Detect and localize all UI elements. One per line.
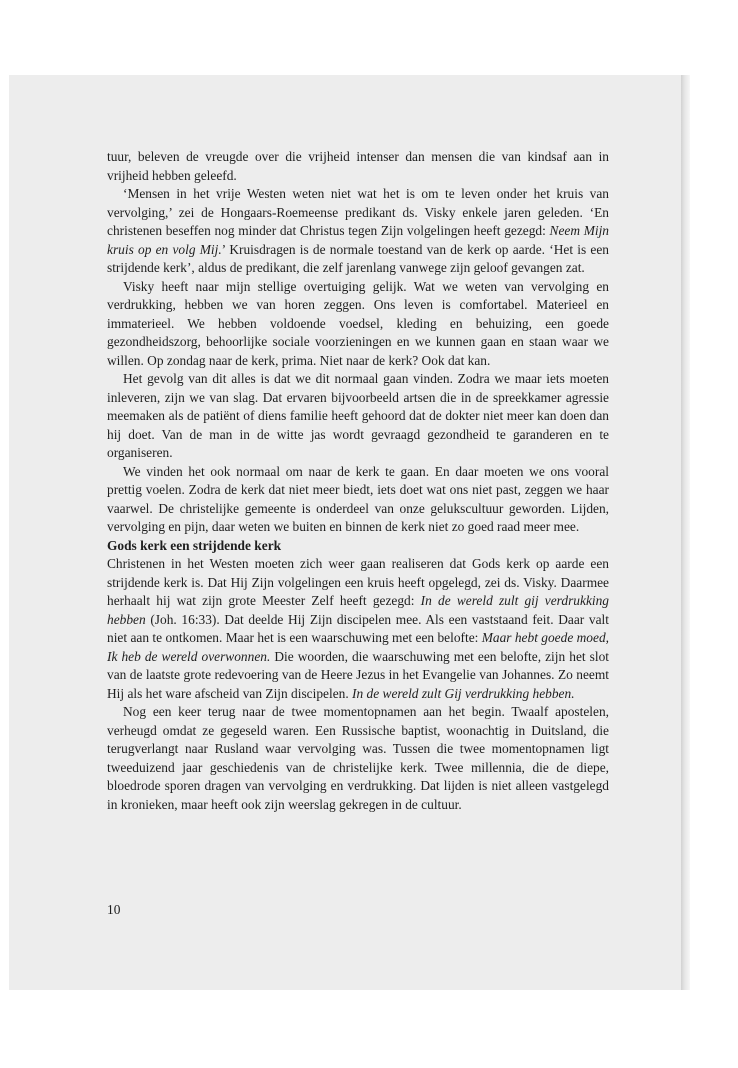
text-run: tuur, beleven de vreugde over die vrijheid intenser dan mensen die van kindsaf aan in vrijheid hebben geleefd. [107, 149, 609, 183]
text-run: ’ Kruisdragen is de normale toestand van de kerk op aarde. ‘Het is een strijdende kerk’, aldus de predikant, die zelf jarenlang vanwege zijn geloof gevangen zat. [107, 241, 609, 275]
page-number: 10 [107, 902, 121, 917]
italic-text-run: Maar hebt goede moed, Ik heb de wereld overwonnen. [107, 630, 609, 664]
paragraph-1 [107, 148, 609, 185]
text-run: Die woorden, die waarschuwing met een belofte, zijn het slot van de laatste grote redevoering van de Heere Jezus in het Evangelie van Johannes. Zo neemt Hij als het ware afscheid van Zijn discipelen. [107, 648, 609, 701]
italic-text-run: Neem Mijn kruis op en volg Mij. [107, 223, 609, 257]
paragraph-4 [107, 370, 609, 463]
italic-text-run: In de wereld zult Gij verdrukking hebben. [352, 685, 575, 701]
paragraph-7 [107, 703, 609, 814]
text-run: Christenen in het Westen moeten zich weer gaan realiseren dat Gods kerk op aarde een strijdende kerk is. Dat Hij Zijn volgelingen een kruis heeft opgelegd, zei ds. Visky. Daarmee herhaalt hij wat zijn grote Meester Zelf heeft gezegd: [107, 556, 609, 608]
text-run: (Joh. 16:33). Dat deelde Hij Zijn discipelen mee. Als een vaststaand feit. Daar valt niet aan te ontkomen. Maar het is een waarschuwing met een belofte: [107, 611, 609, 645]
text-run: Nog een keer terug naar de twee momentopnamen aan het begin. Twaalf apostelen, verheugd omdat ze gegeseld waren. Een Russische baptist, woonachtig in Duitsland, die terugverlangt naar Rusland waar vervolging was. Tussen die twee momentopnamen ligt tweeduizend jaar geschiedenis van de christelijke kerk. Twee millennia, die de diepe, bloedrode sporen dragen van vervolging en verdrukking. Dat lijden is niet alleen vastgelegd in kronieken, maar heeft ook zijn weerslag gekregen in de cultuur. [107, 704, 609, 812]
paragraph-2 [107, 185, 609, 278]
page-edge [681, 75, 690, 990]
paragraph-3 [107, 278, 609, 371]
paragraph-6 [107, 555, 609, 703]
paragraph-5 [107, 463, 609, 537]
text-run: Visky heeft naar mijn stellige overtuiging gelijk. Wat we weten van vervolging en verdrukking, hebben we van horen zeggen. Ons leven is comfortabel. Materieel en immaterieel. We hebben voldoende voedsel, kleding en behuizing, een goede gezondheidszorg, behoorlijke sociale voorzieningen en we kunnen gaan en staan waar we willen. Op zondag naar de kerk, prima. Niet naar de kerk? Ook dat kan. [107, 278, 609, 368]
section-heading: Gods kerk een strijdende kerk [107, 537, 282, 553]
text-run: ‘Mensen in het vrije Westen weten niet wat het is om te leven onder het kruis van vervolging,’ zei de Hongaars-Roemeense predikant ds. Visky enkele jaren geleden. ‘En christenen beseffen nog minder dat Christus tegen Zijn volgelingen heeft gezegd: [107, 186, 609, 238]
text-run: Het gevolg van dit alles is dat we dit normaal gaan vinden. Zodra we maar iets moeten inleveren, zijn we van slag. Dat ervaren bijvoorbeeld artsen die in de spreekkamer agressie meemaken als de patiënt of diens familie heeft gehoord dat de dokter niet meer kan doen dan hij doet. Van de man in de witte jas wordt gevraagd gezondheid te garanderen en te organiseren. [107, 371, 609, 460]
text-run: We vinden het ook normaal om naar de kerk te gaan. En daar moeten we ons vooral prettig voelen. Zodra de kerk dat niet meer biedt, iets doet wat ons niet past, zeggen we haar vaarwel. De christelijke gemeente is onderdeel van onze gelukscultuur geworden. Lijden, vervolging en pijn, daar weten we buiten en binnen de kerk niet zo goed raad meer mee. [107, 463, 609, 534]
body-text [107, 148, 609, 814]
italic-text-run: In de wereld zult gij verdrukking hebben [107, 593, 609, 627]
